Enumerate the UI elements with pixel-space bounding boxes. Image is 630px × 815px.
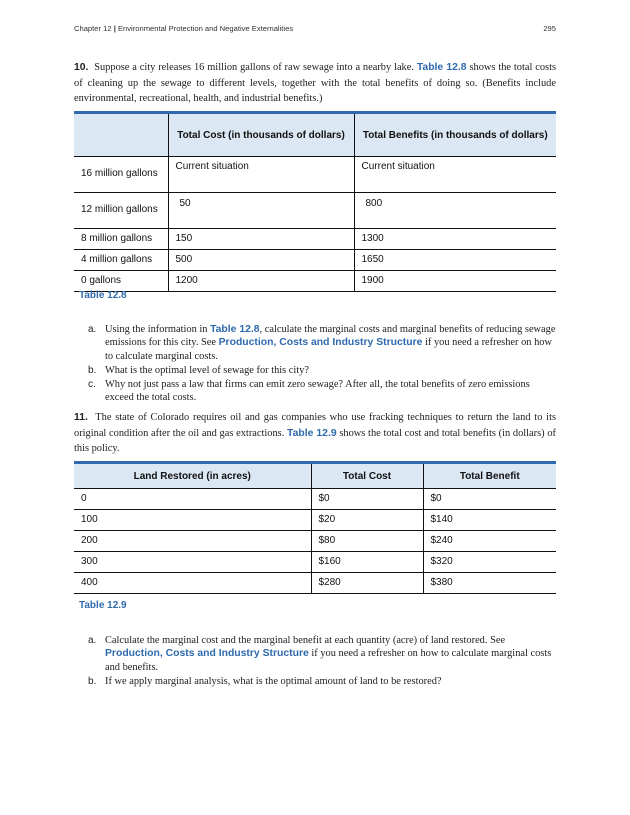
column-header-total-cost: Total Cost: [311, 463, 423, 489]
table-cell: 1300: [354, 229, 556, 250]
question-text: Suppose a city releases 16 million gallons of raw sewage into a nearby lake.: [94, 62, 414, 73]
table-cell: $140: [423, 510, 556, 531]
table-cell: 300: [74, 552, 311, 573]
question-10: [74, 60, 556, 107]
table-row: [74, 510, 556, 531]
table-row: [74, 229, 556, 250]
list-item: [88, 323, 556, 363]
table-12-9-caption: Table 12.9: [79, 600, 127, 611]
column-header: [74, 113, 168, 157]
column-header-total-benefits: Total Benefits (in thousands of dollars): [354, 113, 556, 157]
table-cell: 4 million gallons: [74, 250, 168, 271]
table-row: [74, 250, 556, 271]
list-marker: c.: [88, 378, 96, 390]
question-number: 10.: [74, 62, 89, 73]
header-separator: |: [113, 24, 116, 33]
list-text: Calculate the marginal cost and the marginal benefit at each quantity (acre) of land restored. See: [105, 635, 506, 646]
header-chapter-title: [74, 24, 293, 33]
table-cell: 800: [354, 193, 556, 229]
table-cell: $320: [423, 552, 556, 573]
table-cell: 16 million gallons: [74, 157, 168, 193]
table-cell: Current situation: [168, 157, 354, 193]
table-12-8-link[interactable]: Table 12.8: [416, 62, 467, 73]
question-10-parts: [88, 323, 556, 405]
question-11: [74, 410, 556, 457]
table-cell: $380: [423, 573, 556, 594]
table-row: [74, 157, 556, 193]
table-cell: 400: [74, 573, 311, 594]
table-cell: 0 gallons: [74, 271, 168, 292]
table-cell: $20: [311, 510, 423, 531]
table-header-row: [74, 463, 556, 489]
question-number: 11.: [74, 412, 88, 423]
list-text: , calculate the marginal costs and marginal benefits of reducing sewage emissions for this city. See: [105, 324, 556, 349]
table-cell: 12 million gallons: [74, 193, 168, 229]
list-text: Why not just pass a law that firms can emit zero sewage? After all, the total benefits of zero emissions exceed the total costs.: [105, 378, 530, 404]
table-cell: 200: [74, 531, 311, 552]
table-cell: 1900: [354, 271, 556, 292]
table-cell: 500: [168, 250, 354, 271]
table-cell: 100: [74, 510, 311, 531]
list-text: Using the information in: [105, 324, 208, 335]
production-costs-link[interactable]: Production, Costs and Industry Structure: [105, 648, 309, 660]
table-cell: 8 million gallons: [74, 229, 168, 250]
list-marker: b.: [88, 675, 97, 687]
table-cell: 1650: [354, 250, 556, 271]
table-cell: $80: [311, 531, 423, 552]
list-item: [88, 675, 556, 688]
table-12-9: [74, 461, 556, 594]
table-cell: $160: [311, 552, 423, 573]
chapter-label: Chapter 12: [74, 24, 112, 33]
table-cell: $280: [311, 573, 423, 594]
list-text: What is the optimal level of sewage for this city?: [105, 364, 309, 376]
table-cell: 1200: [168, 271, 354, 292]
table-cell: 50: [168, 193, 354, 229]
list-text: if you need a refresher on how to calculate marginal costs.: [105, 337, 552, 362]
column-header-land-restored: Land Restored (in acres): [74, 463, 311, 489]
list-text: if you need a refresher on how to calculate marginal costs and benefits.: [105, 648, 552, 673]
list-marker: a.: [88, 635, 97, 646]
list-marker: a.: [88, 324, 97, 335]
list-item: [88, 378, 556, 405]
table-row: [74, 552, 556, 573]
table-12-8: [74, 111, 556, 292]
table-cell: $240: [423, 531, 556, 552]
table-row: [74, 271, 556, 292]
column-header-total-benefit: Total Benefit: [423, 463, 556, 489]
table-row: [74, 193, 556, 229]
question-text: shows the total cost and total benefits (in dollars) of this policy.: [74, 427, 556, 454]
table-row: [74, 531, 556, 552]
list-item: [88, 364, 556, 377]
question-11-parts: [88, 634, 556, 689]
table-cell: 150: [168, 229, 354, 250]
column-header-total-cost: Total Cost (in thousands of dollars): [168, 113, 354, 157]
table-12-9-link[interactable]: Table 12.9: [287, 427, 337, 439]
list-marker: b.: [88, 364, 97, 376]
table-header-row: [74, 113, 556, 157]
chapter-title: Environmental Protection and Negative Externalities: [117, 24, 294, 33]
list-text: If we apply marginal analysis, what is the optimal amount of land to be restored?: [105, 675, 442, 687]
page-number: 295: [543, 24, 556, 33]
table-cell: Current situation: [354, 157, 556, 193]
table-row: [74, 573, 556, 594]
question-text: shows the total costs of cleaning up the sewage to different levels, together with the total benefits of doing so. (Benefits include environmental, recreational, health, and industrial benefits.): [74, 62, 556, 104]
question-text: The state of Colorado requires oil and gas companies who use fracking techniques to return the land to its original condition after the oil and gas extractions.: [74, 412, 556, 439]
list-item: [88, 634, 556, 674]
table-cell: $0: [311, 489, 423, 510]
table-cell: 0: [74, 489, 311, 510]
production-costs-link[interactable]: Production, Costs and Industry Structure: [218, 337, 423, 349]
table-cell: $0: [423, 489, 556, 510]
table-row: [74, 489, 556, 510]
table-12-8-caption: Table 12.8: [79, 290, 127, 301]
table-12-8-link[interactable]: Table 12.8: [210, 324, 260, 335]
